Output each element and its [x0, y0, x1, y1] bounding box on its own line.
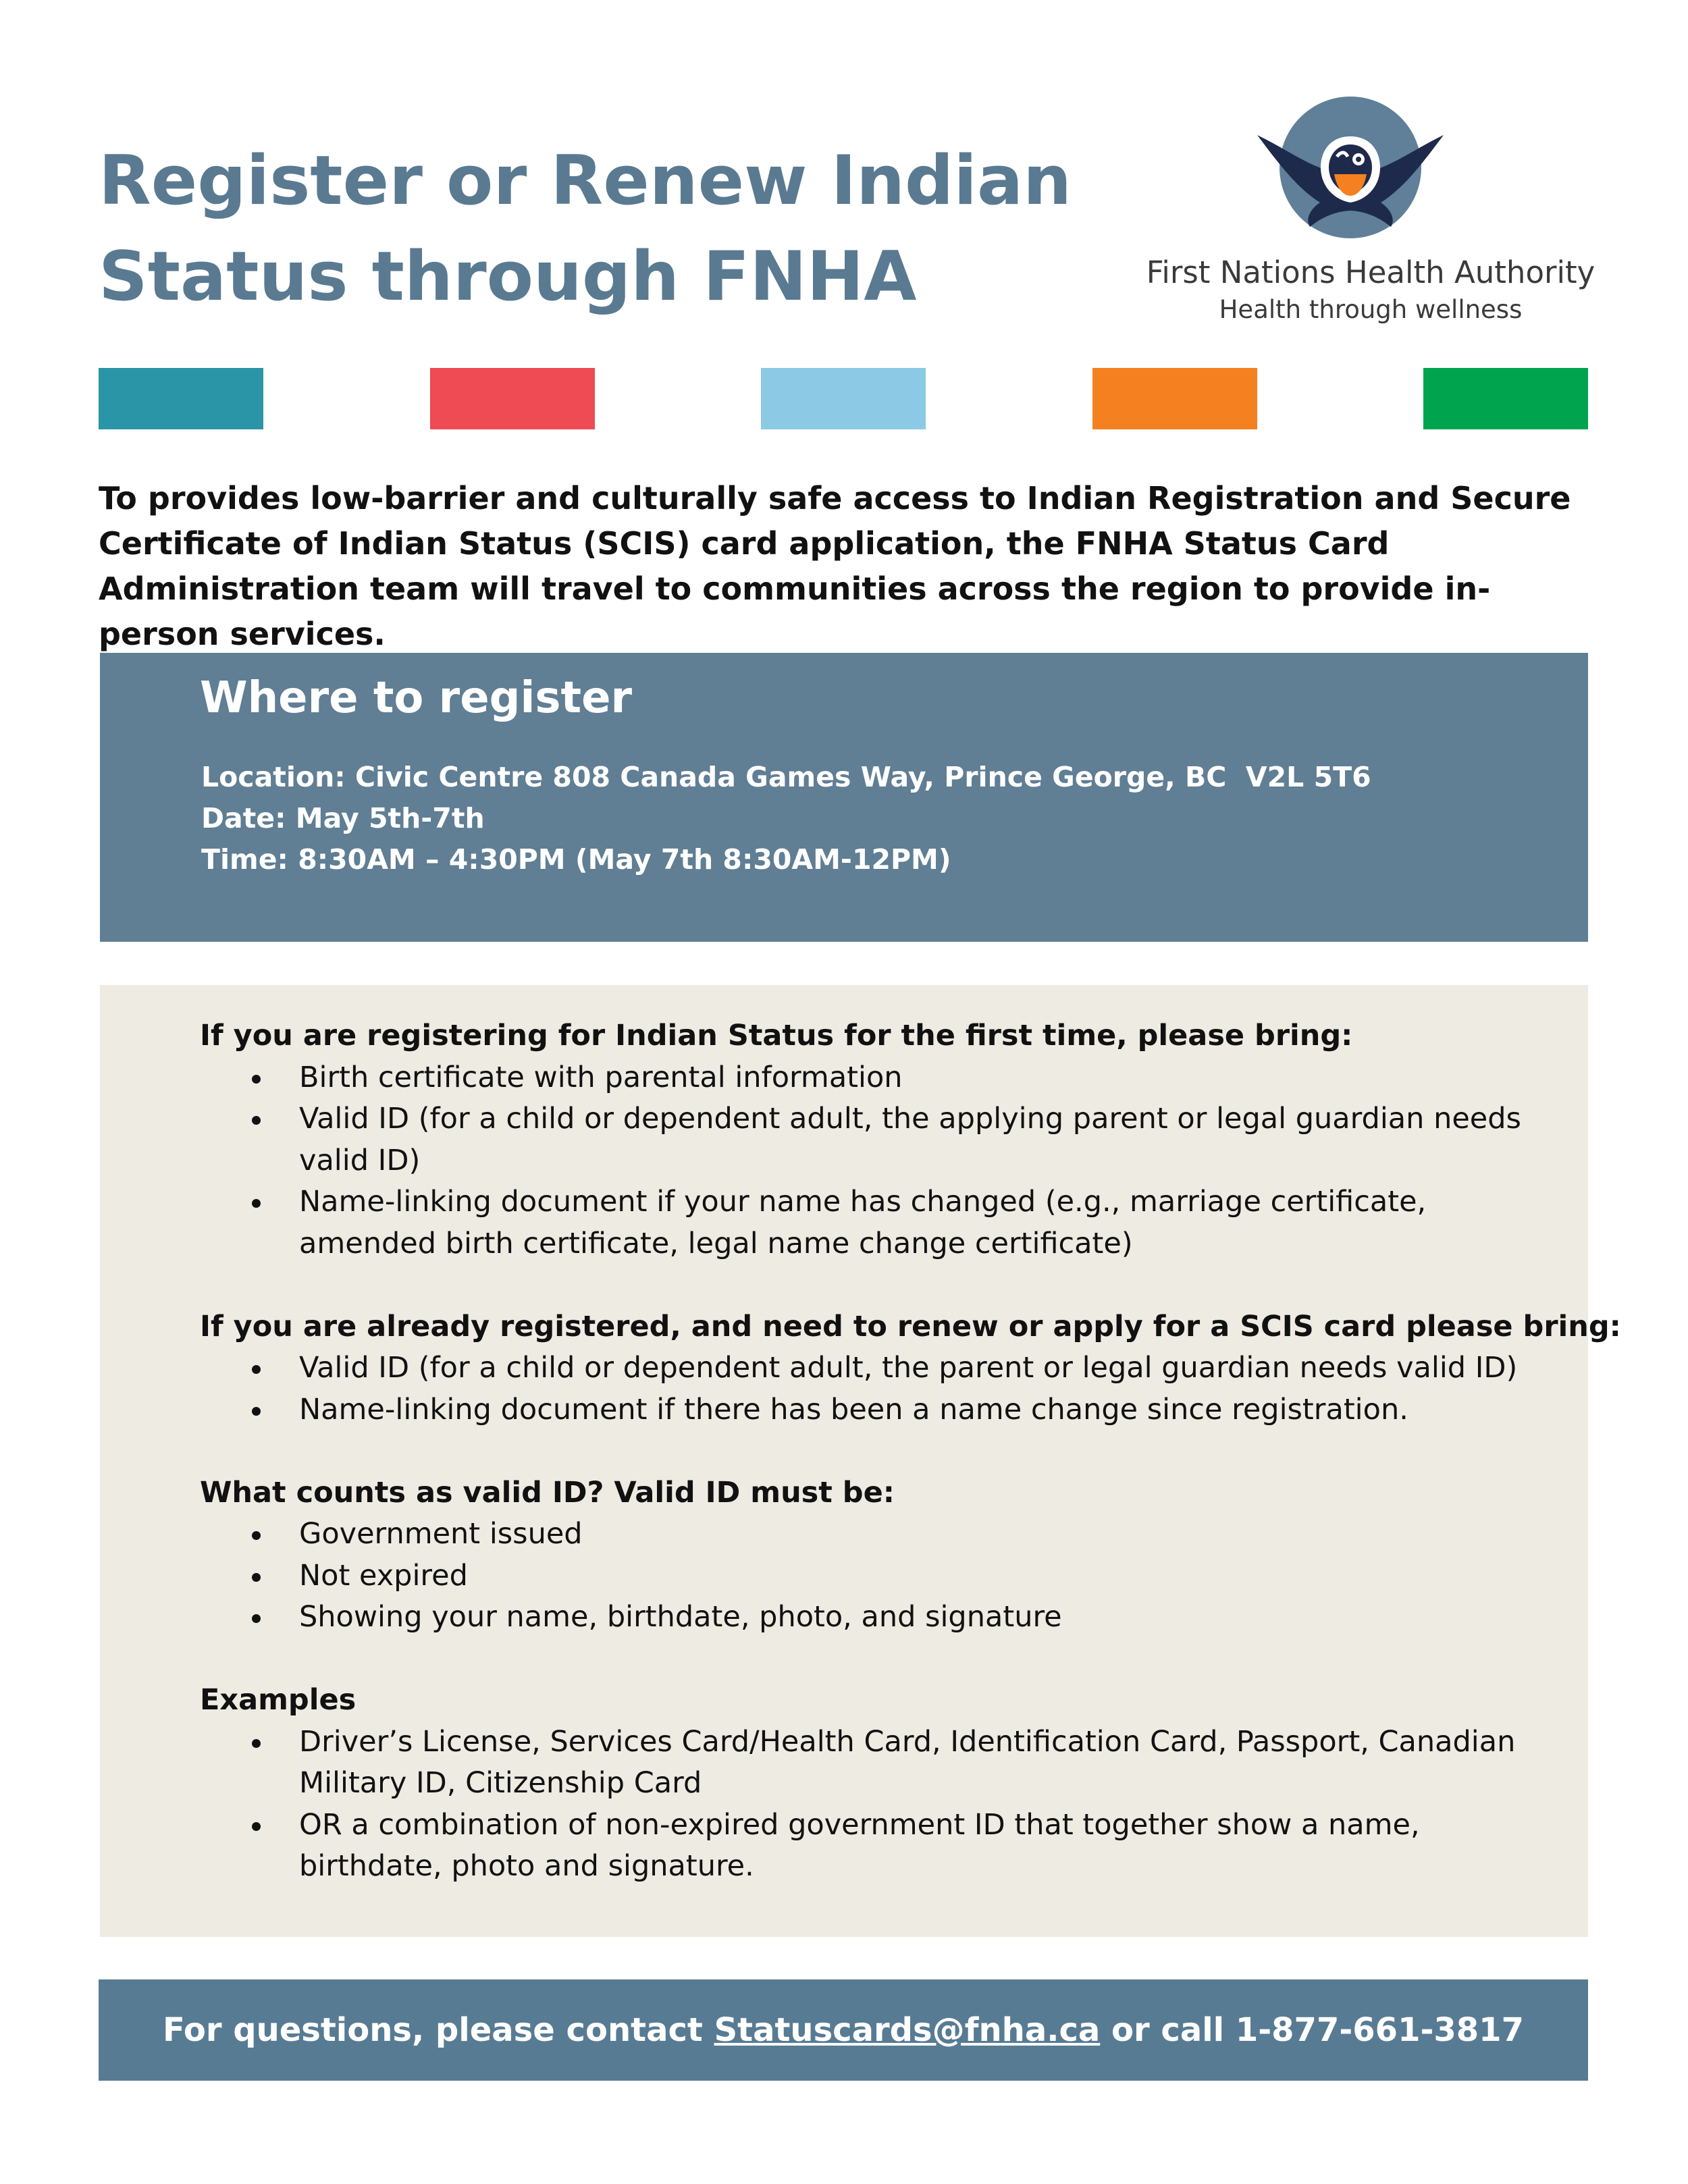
contact-email-link[interactable]: Statuscards@fnha.ca: [714, 2011, 1101, 2049]
first-time-section: [200, 1015, 1564, 1264]
where-heading: Where to register: [200, 673, 633, 723]
renew-heading: If you are already registered, and need to renew or apply for a SCIS card please bring:: [200, 1309, 1621, 1343]
renew-section: [200, 1306, 1621, 1431]
requirements-content: [200, 1015, 1621, 1929]
logo-org-name: First Nations Health Authority: [1146, 255, 1595, 290]
list-item: Name-linking document if there has been a name change since registration.: [200, 1389, 1564, 1431]
contact-phone: 1-877-661-3817: [1235, 2011, 1524, 2049]
color-bar-2: [430, 368, 595, 429]
title-line-2: Status through FNHA: [99, 236, 917, 316]
color-bar-1: [99, 368, 263, 429]
list-item: OR a combination of non-expired government ID that together show a name, birthdate, photo and signature.: [200, 1805, 1564, 1888]
where-date: Date: May 5th-7th: [201, 802, 485, 834]
list-item: Name-linking document if your name has changed (e.g., marriage certificate, amended birth certificate, legal name change certificate): [200, 1181, 1564, 1264]
contact-footer: [99, 1979, 1588, 2081]
intro-paragraph: To provides low-barrier and culturally safe access to Indian Registration and Secure Certificate of Indian Status (SCIS) card application, the FNHA Status Card Administration team will travel to communities across the region to provide in-person services.: [99, 480, 1571, 652]
list-item: Showing your name, birthdate, photo, and signature: [200, 1597, 1564, 1639]
color-bar-3: [761, 368, 926, 429]
list-item: Driver’s License, Services Card/Health Card, Identification Card, Passport, Canadian Military ID, Citizenship Card: [200, 1722, 1564, 1805]
list-item: Not expired: [200, 1555, 1564, 1597]
examples-list: [200, 1722, 1564, 1888]
list-item: Government issued: [200, 1514, 1564, 1555]
valid-id-section: [200, 1472, 1564, 1639]
list-item: Valid ID (for a child or dependent adult, the parent or legal guardian needs valid ID): [200, 1348, 1564, 1389]
list-item: Birth certificate with parental information: [200, 1057, 1564, 1099]
color-bar-4: [1092, 368, 1257, 429]
where-to-register-panel: [100, 653, 1588, 942]
valid-id-list: [200, 1514, 1564, 1639]
footer-prefix: For questions, please contact: [163, 2011, 714, 2049]
footer-middle: or call: [1100, 2011, 1236, 2049]
fnha-logo: [1141, 95, 1600, 331]
examples-section: [200, 1680, 1564, 1888]
logo-tagline: Health through wellness: [1219, 295, 1523, 324]
page-title: [99, 132, 1111, 324]
title-line-1: Register or Renew Indian: [99, 140, 1072, 220]
examples-heading: Examples: [200, 1683, 357, 1717]
where-time: Time: 8:30AM – 4:30PM (May 7th 8:30AM-12PM): [201, 843, 951, 876]
requirements-panel: [100, 985, 1621, 1937]
first-time-list: [200, 1057, 1564, 1265]
valid-id-heading: What counts as valid ID? Valid ID must be:: [200, 1475, 895, 1510]
color-bar-5: [1423, 368, 1588, 429]
renew-list: [200, 1348, 1564, 1431]
where-location: Location: Civic Centre 808 Canada Games Way, Prince George, BC V2L 5T6: [201, 761, 1371, 793]
list-item: Valid ID (for a child or dependent adult, the applying parent or legal guardian needs valid ID): [200, 1098, 1564, 1181]
first-time-heading: If you are registering for Indian Status for the first time, please bring:: [200, 1019, 1353, 1053]
fnha-eagle-logo-icon: [1242, 95, 1465, 246]
